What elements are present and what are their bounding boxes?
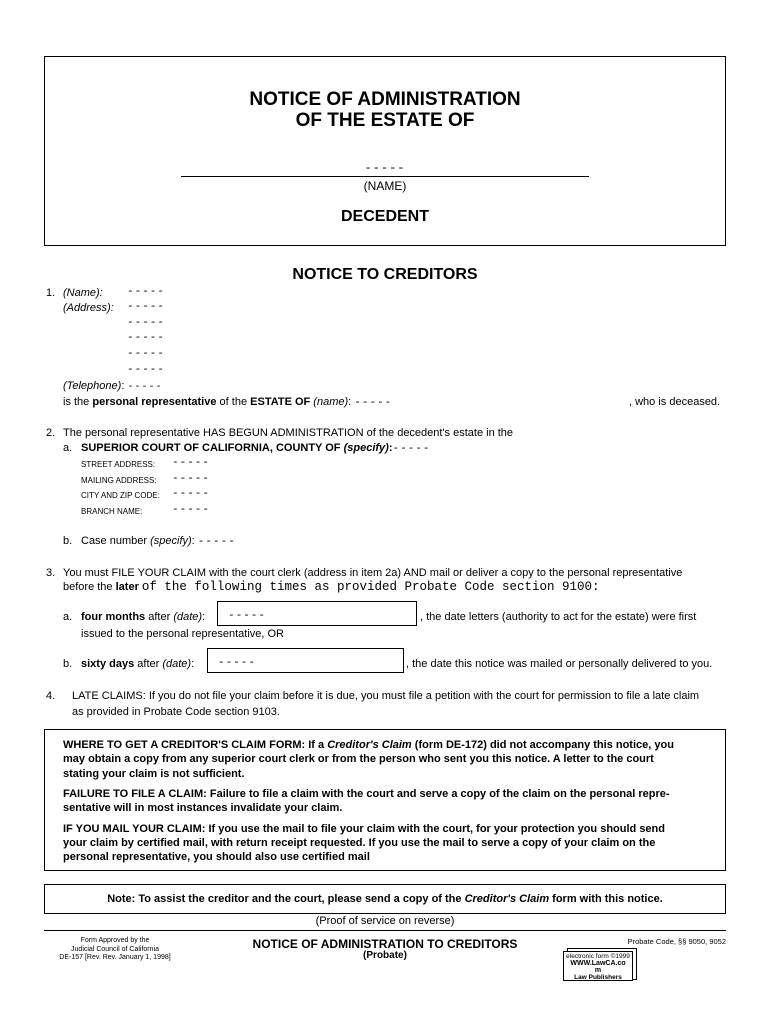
- caption-title-line1: NOTICE OF ADMINISTRATION: [249, 89, 521, 110]
- info-where-line2: may obtain a copy from any superior court clerk or from the person who sent you this notice. A letter to the court: [63, 753, 654, 765]
- item3a-text1: , the date letters (authority to act for the estate) were first: [420, 611, 697, 623]
- item3a-lead: four months after (date):: [81, 611, 206, 623]
- name-label: (NAME): [363, 179, 407, 193]
- item1-address-line: -----: [127, 317, 166, 329]
- sixty-days-date-field[interactable]: [207, 648, 404, 673]
- footer-left-line2: Judicial Council of California: [71, 945, 159, 953]
- item2-number: 2.: [46, 427, 56, 439]
- four-months-date-field[interactable]: [217, 601, 417, 626]
- caption-box: [44, 56, 726, 246]
- note-box: [44, 884, 726, 914]
- info-box: [44, 729, 726, 871]
- decedent-name-line: [181, 176, 589, 177]
- footer-left: [44, 937, 186, 963]
- item2a-label: a.: [63, 442, 73, 454]
- caption-title-line2: OF THE ESTATE OF: [295, 110, 475, 131]
- info-where-line3: stating your claim is not sufficient.: [63, 768, 245, 780]
- item4-number: 4.: [46, 690, 56, 702]
- page-heading: NOTICE TO CREDITORS: [292, 266, 478, 283]
- item1-name-label: (Name):: [63, 287, 103, 299]
- mailing-address-value: -----: [172, 473, 211, 485]
- info-mail-line3: personal representative, you should also use certified mail: [63, 851, 370, 863]
- note-text: Note: To assist the creditor and the court, please send a copy of the Creditor's Claim form with this notice.: [107, 893, 663, 905]
- item3b-label: b.: [63, 658, 73, 670]
- footer-right: Probate Code, §§ 9050, 9052: [627, 937, 726, 946]
- item2b-label: b.: [63, 535, 73, 547]
- info-mail-line2: your claim by certified mail, with return receipt requested. If you use the mail to serve a copy of your claim on the: [63, 837, 656, 849]
- item1-who-deceased: , who is deceased.: [629, 396, 721, 408]
- stamp-line2: WWW.LawCA.co: [570, 960, 626, 967]
- item1-address-line: -----: [127, 332, 166, 344]
- info-failure-line2: sentative will in most instances invalidate your claim.: [63, 802, 343, 814]
- item2a-court: SUPERIOR COURT OF CALIFORNIA, COUNTY OF (specify):-----: [81, 442, 431, 455]
- item1-personal-rep-line: is the personal representative of the ESTATE OF (name): -----: [63, 396, 393, 409]
- stamp-line4: Law Publishers: [574, 974, 622, 981]
- item2b-case: Case number (specify): -----: [81, 535, 236, 548]
- item4-line2: as provided in Probate Code section 9103.: [72, 706, 280, 718]
- item3-text2: before the later of the following times as provided Probate Code section 9100:: [63, 580, 600, 594]
- info-mail-line1: IF YOU MAIL YOUR CLAIM: If you use the mail to file your claim with the court, for your protection you should send: [63, 823, 665, 835]
- item3a-text2: issued to the personal representative, OR: [81, 628, 285, 640]
- item1-address-label: (Address):: [63, 302, 114, 314]
- footer-rule: [44, 930, 726, 931]
- branch-name-label: BRANCH NAME:: [81, 507, 143, 516]
- item1-address-line: -----: [127, 301, 166, 313]
- footer-title: NOTICE OF ADMINISTRATION TO CREDITORS: [252, 937, 518, 951]
- proof-of-service: (Proof of service on reverse): [315, 915, 455, 927]
- street-address-value: -----: [172, 457, 211, 469]
- info-failure-line1: FAILURE TO FILE A CLAIM: Failure to file a claim with the court and serve a copy of the claim on the personal repre-: [63, 788, 670, 800]
- footer-left-line1: Form Approved by the: [80, 937, 150, 944]
- item3a-label: a.: [63, 611, 73, 623]
- footer-subtitle: (Probate): [363, 950, 407, 961]
- footer-left-line3: DE-157 [Rev. Rev. January 1, 1998]: [59, 954, 171, 961]
- item3-number: 3.: [46, 567, 56, 579]
- item4-line1: LATE CLAIMS: If you do not file your claim before it is due, you must file a petition with the court for permission to file a late claim: [72, 690, 700, 702]
- publisher-stamp: [563, 951, 633, 981]
- item1-address-line: -----: [127, 364, 166, 376]
- decedent-label: DECEDENT: [340, 208, 429, 225]
- info-where-line1: WHERE TO GET A CREDITOR'S CLAIM FORM: If a Creditor's Claim (form DE-172) did not accompany this notice, you: [63, 739, 674, 751]
- mailing-address-label: MAILING ADDRESS:: [81, 476, 157, 485]
- street-address-label: STREET ADDRESS:: [81, 460, 156, 469]
- city-zip-value: -----: [172, 488, 211, 500]
- branch-name-value: -----: [172, 504, 211, 516]
- sixty-days-date-value: -----: [218, 657, 257, 669]
- item1-name-value: -----: [127, 286, 166, 298]
- city-zip-label: CITY AND ZIP CODE:: [81, 491, 160, 500]
- item3b-text: , the date this notice was mailed or personally delivered to you.: [406, 658, 713, 670]
- stamp-line1: electronic form ©1999: [566, 953, 630, 960]
- item1-number: 1.: [46, 287, 56, 299]
- four-months-date-value: -----: [228, 610, 267, 622]
- item3b-lead: sixty days after (date):: [81, 658, 195, 670]
- stamp-line3: m: [594, 967, 602, 974]
- item2-text: The personal representative HAS BEGUN ADMINISTRATION of the decedent's estate in the: [63, 427, 514, 439]
- item1-address-line: -----: [127, 348, 166, 360]
- item3-text1: You must FILE YOUR CLAIM with the court clerk (address in item 2a) AND mail or deliver a copy to the personal representative: [63, 567, 683, 579]
- decedent-name: -----: [364, 161, 406, 175]
- item1-telephone: (Telephone): -----: [63, 380, 163, 393]
